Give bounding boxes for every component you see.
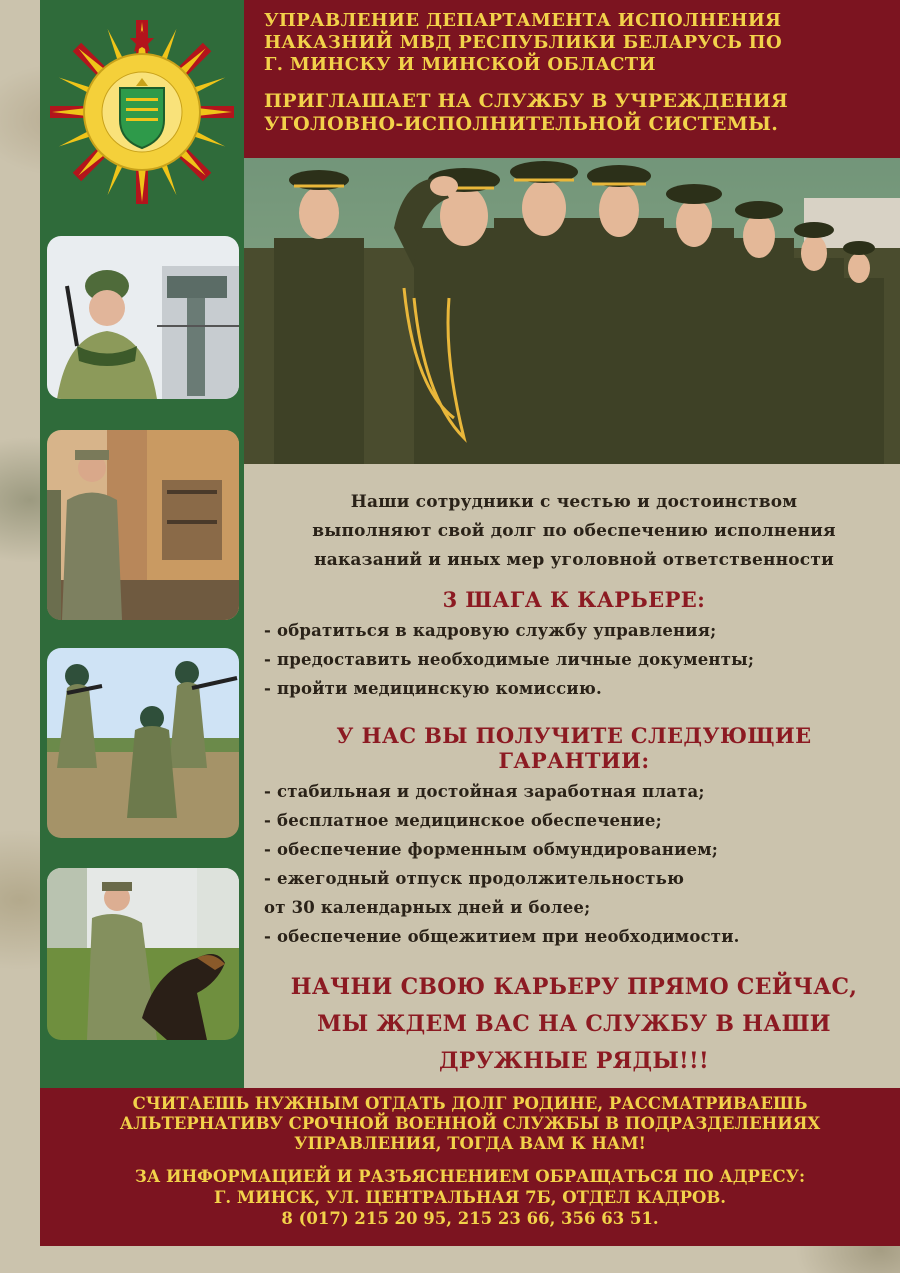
cta-line: НАЧНИ СВОЮ КАРЬЕРУ ПРЯМО СЕЙЧАС, [290,974,858,1000]
invite-line: УГОЛОВНО-ИСПОЛНИТЕЛЬНОЙ СИСТЕМЫ. [264,113,779,135]
intro-line: выполняют свой долг по обеспечению исполнения [312,521,836,541]
footer-line: ЗА ИНФОРМАЦИЕЙ И РАЗЪЯСНЕНИЕМ ОБРАЩАТЬСЯ ПО АДРЕСУ: [134,1167,806,1186]
contact-address: Г. МИНСК, УЛ. ЦЕНТРАЛЬНАЯ 7Б, ОТДЕЛ КАДРОВ. [213,1188,727,1207]
footer-line: СЧИТАЕШЬ НУЖНЫМ ОТДАТЬ ДОЛГ РОДИНЕ, РАССМАТРИВАЕШЬ [132,1094,808,1113]
intro-line: Наши сотрудники с честью и достоинством [350,492,798,512]
cta-line: ДРУЖНЫЕ РЯДЫ!!! [439,1048,709,1074]
invitation-text [264,90,890,136]
main-content [244,464,900,1088]
organization-name [264,10,890,76]
main-photo-officers-parade [244,158,900,464]
footer-line: УПРАВЛЕНИЯ, ТОГДА ВАМ К НАМ! [294,1134,646,1153]
contact-phones: 8 (017) 215 20 95, 215 23 66, 356 63 51. [281,1209,659,1228]
call-to-action [264,969,884,1080]
steps-list [264,616,884,703]
photo-guard-on-watchtower [47,236,239,399]
photo-dog-handler [47,868,239,1040]
list-item: - обеспечение общежитием при необходимости. [264,927,740,946]
org-line: НАКАЗНИЙ МВД РЕСПУБЛИКИ БЕЛАРУСЬ ПО [264,32,782,53]
footer-line: АЛЬТЕРНАТИВУ СРОЧНОЙ ВОЕННОЙ СЛУЖБЫ В ПОДРАЗДЕЛЕНИЯХ [119,1114,821,1133]
guarantees-list [264,777,884,951]
org-line: Г. МИНСКУ И МИНСКОЙ ОБЛАСТИ [264,54,656,75]
footer-recruitment-text [40,1094,900,1154]
intro-line: наказаний и иных мер уголовной ответственности [314,550,834,570]
guarantees-title: У НАС ВЫ ПОЛУЧИТЕ СЛЕДУЮЩИЕ ГАРАНТИИ: [336,723,812,773]
list-item: - стабильная и достойная заработная плата; [264,782,705,801]
photo-special-forces-training [47,648,239,838]
footer-contact-info [40,1166,900,1229]
cta-line: МЫ ЖДЕМ ВАС НА СЛУЖБУ В НАШИ [317,1011,831,1037]
list-item: - обратиться в кадровую службу управления; [264,621,717,640]
photo-officer-in-barracks [47,430,239,620]
list-item: - ежегодный отпуск продолжительностью [264,869,685,888]
list-item: - предоставить необходимые личные документы; [264,650,755,669]
department-emblem [48,18,236,206]
list-item: - обеспечение форменным обмундированием; [264,840,719,859]
list-item: - пройти медицинскую комиссию. [264,679,602,698]
list-item: - бесплатное медицинское обеспечение; [264,811,662,830]
invite-line: ПРИГЛАШАЕТ НА СЛУЖБУ В УЧРЕЖДЕНИЯ [264,90,789,112]
list-item: от 30 календарных дней и более; [264,898,591,917]
steps-title: 3 ШАГА К КАРЬЕРЕ: [442,587,706,612]
org-line: УПРАВЛЕНИЕ ДЕПАРТАМЕНТА ИСПОЛНЕНИЯ [264,10,782,31]
header-banner [244,0,900,158]
footer-banner [40,1088,900,1246]
intro-paragraph [264,488,884,575]
